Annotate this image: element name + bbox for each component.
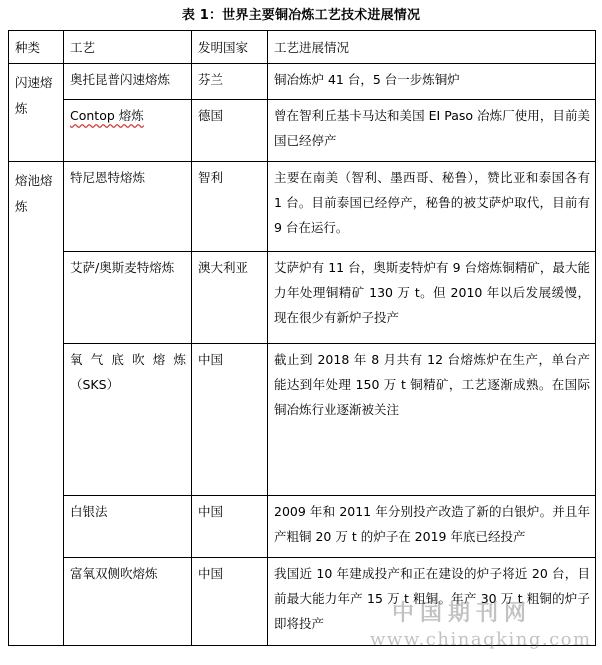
process-cell: 白银法 (64, 496, 192, 558)
category-cell-flash: 闪速熔炼 (9, 64, 64, 162)
country-cell: 中国 (192, 558, 268, 646)
table-caption: 表 1：世界主要铜冶炼工艺技术进展情况 (181, 8, 421, 23)
country-cell: 中国 (192, 496, 268, 558)
process-cell: 氧气底吹熔炼（SKS） (64, 344, 192, 496)
table-row (9, 496, 596, 558)
progress-cell: 2009 年和 2011 年分别投产改造了新的白银炉。并且年产粗铜 20 万 t 的炉子在 2019 年底已经投产 (268, 496, 596, 558)
progress-cell: 主要在南美（智利、墨西哥、秘鲁），赞比亚和泰国各有 1 台。目前泰国已经停产，秘鲁的被艾萨炉取代，目前有 9 台在运行。 (268, 162, 596, 252)
copper-smelting-table (8, 30, 596, 646)
process-cell: 艾萨/奥斯麦特熔炼 (64, 252, 192, 344)
progress-cell: 艾萨炉有 11 台，奥斯麦特炉有 9 台熔炼铜精矿，最大能力年处理铜精矿 130 万 t。但 2010 年以后发展缓慢，现在很少有新炉子投产 (268, 252, 596, 344)
table-row (9, 162, 596, 252)
country-cell: 澳大利亚 (192, 252, 268, 344)
header-progress: 工艺进展情况 (268, 31, 596, 64)
process-cell: 富氧双侧吹熔炼 (64, 558, 192, 646)
header-row (9, 31, 596, 64)
progress-cell: 我国近 10 年建成投产和正在建设的炉子将近 20 台，目前最大能力年产 15 万 t 粗铜。年产 30 万 t 粗铜的炉子即将投产 (268, 558, 596, 646)
country-cell: 德国 (192, 100, 268, 162)
table-row (9, 64, 596, 100)
country-cell: 中国 (192, 344, 268, 496)
progress-cell: 截止到 2018 年 8 月共有 12 台熔炼炉在生产，单台产能达到年处理 150 万 t 铜精矿，工艺逐渐成熟。在国际铜冶炼行业逐渐被关注 (268, 344, 596, 496)
progress-cell: 曾在智利丘基卡马达和美国 EI Paso 冶炼厂使用，目前美国已经停产 (268, 100, 596, 162)
table-row (9, 344, 596, 496)
table-row (9, 252, 596, 344)
process-name: Contop 熔炼 (70, 108, 144, 123)
header-country: 发明国家 (192, 31, 268, 64)
country-cell: 智利 (192, 162, 268, 252)
watermark-url: www.chinaqking.com (370, 629, 592, 650)
category-cell-bath: 熔池熔炼 (9, 162, 64, 646)
process-cell: 特尼恩特熔炼 (64, 162, 192, 252)
progress-cell: 铜冶炼炉 41 台，5 台一步炼铜炉 (268, 64, 596, 100)
watermark (370, 596, 602, 650)
process-cell: 奥托昆普闪速熔炼 (64, 64, 192, 100)
header-process: 工艺 (64, 31, 192, 64)
process-cell (64, 100, 192, 162)
header-category: 种类 (9, 31, 64, 64)
country-cell: 芬兰 (192, 64, 268, 100)
watermark-cn: 中国期刊网 (392, 600, 533, 626)
table-row (9, 100, 596, 162)
